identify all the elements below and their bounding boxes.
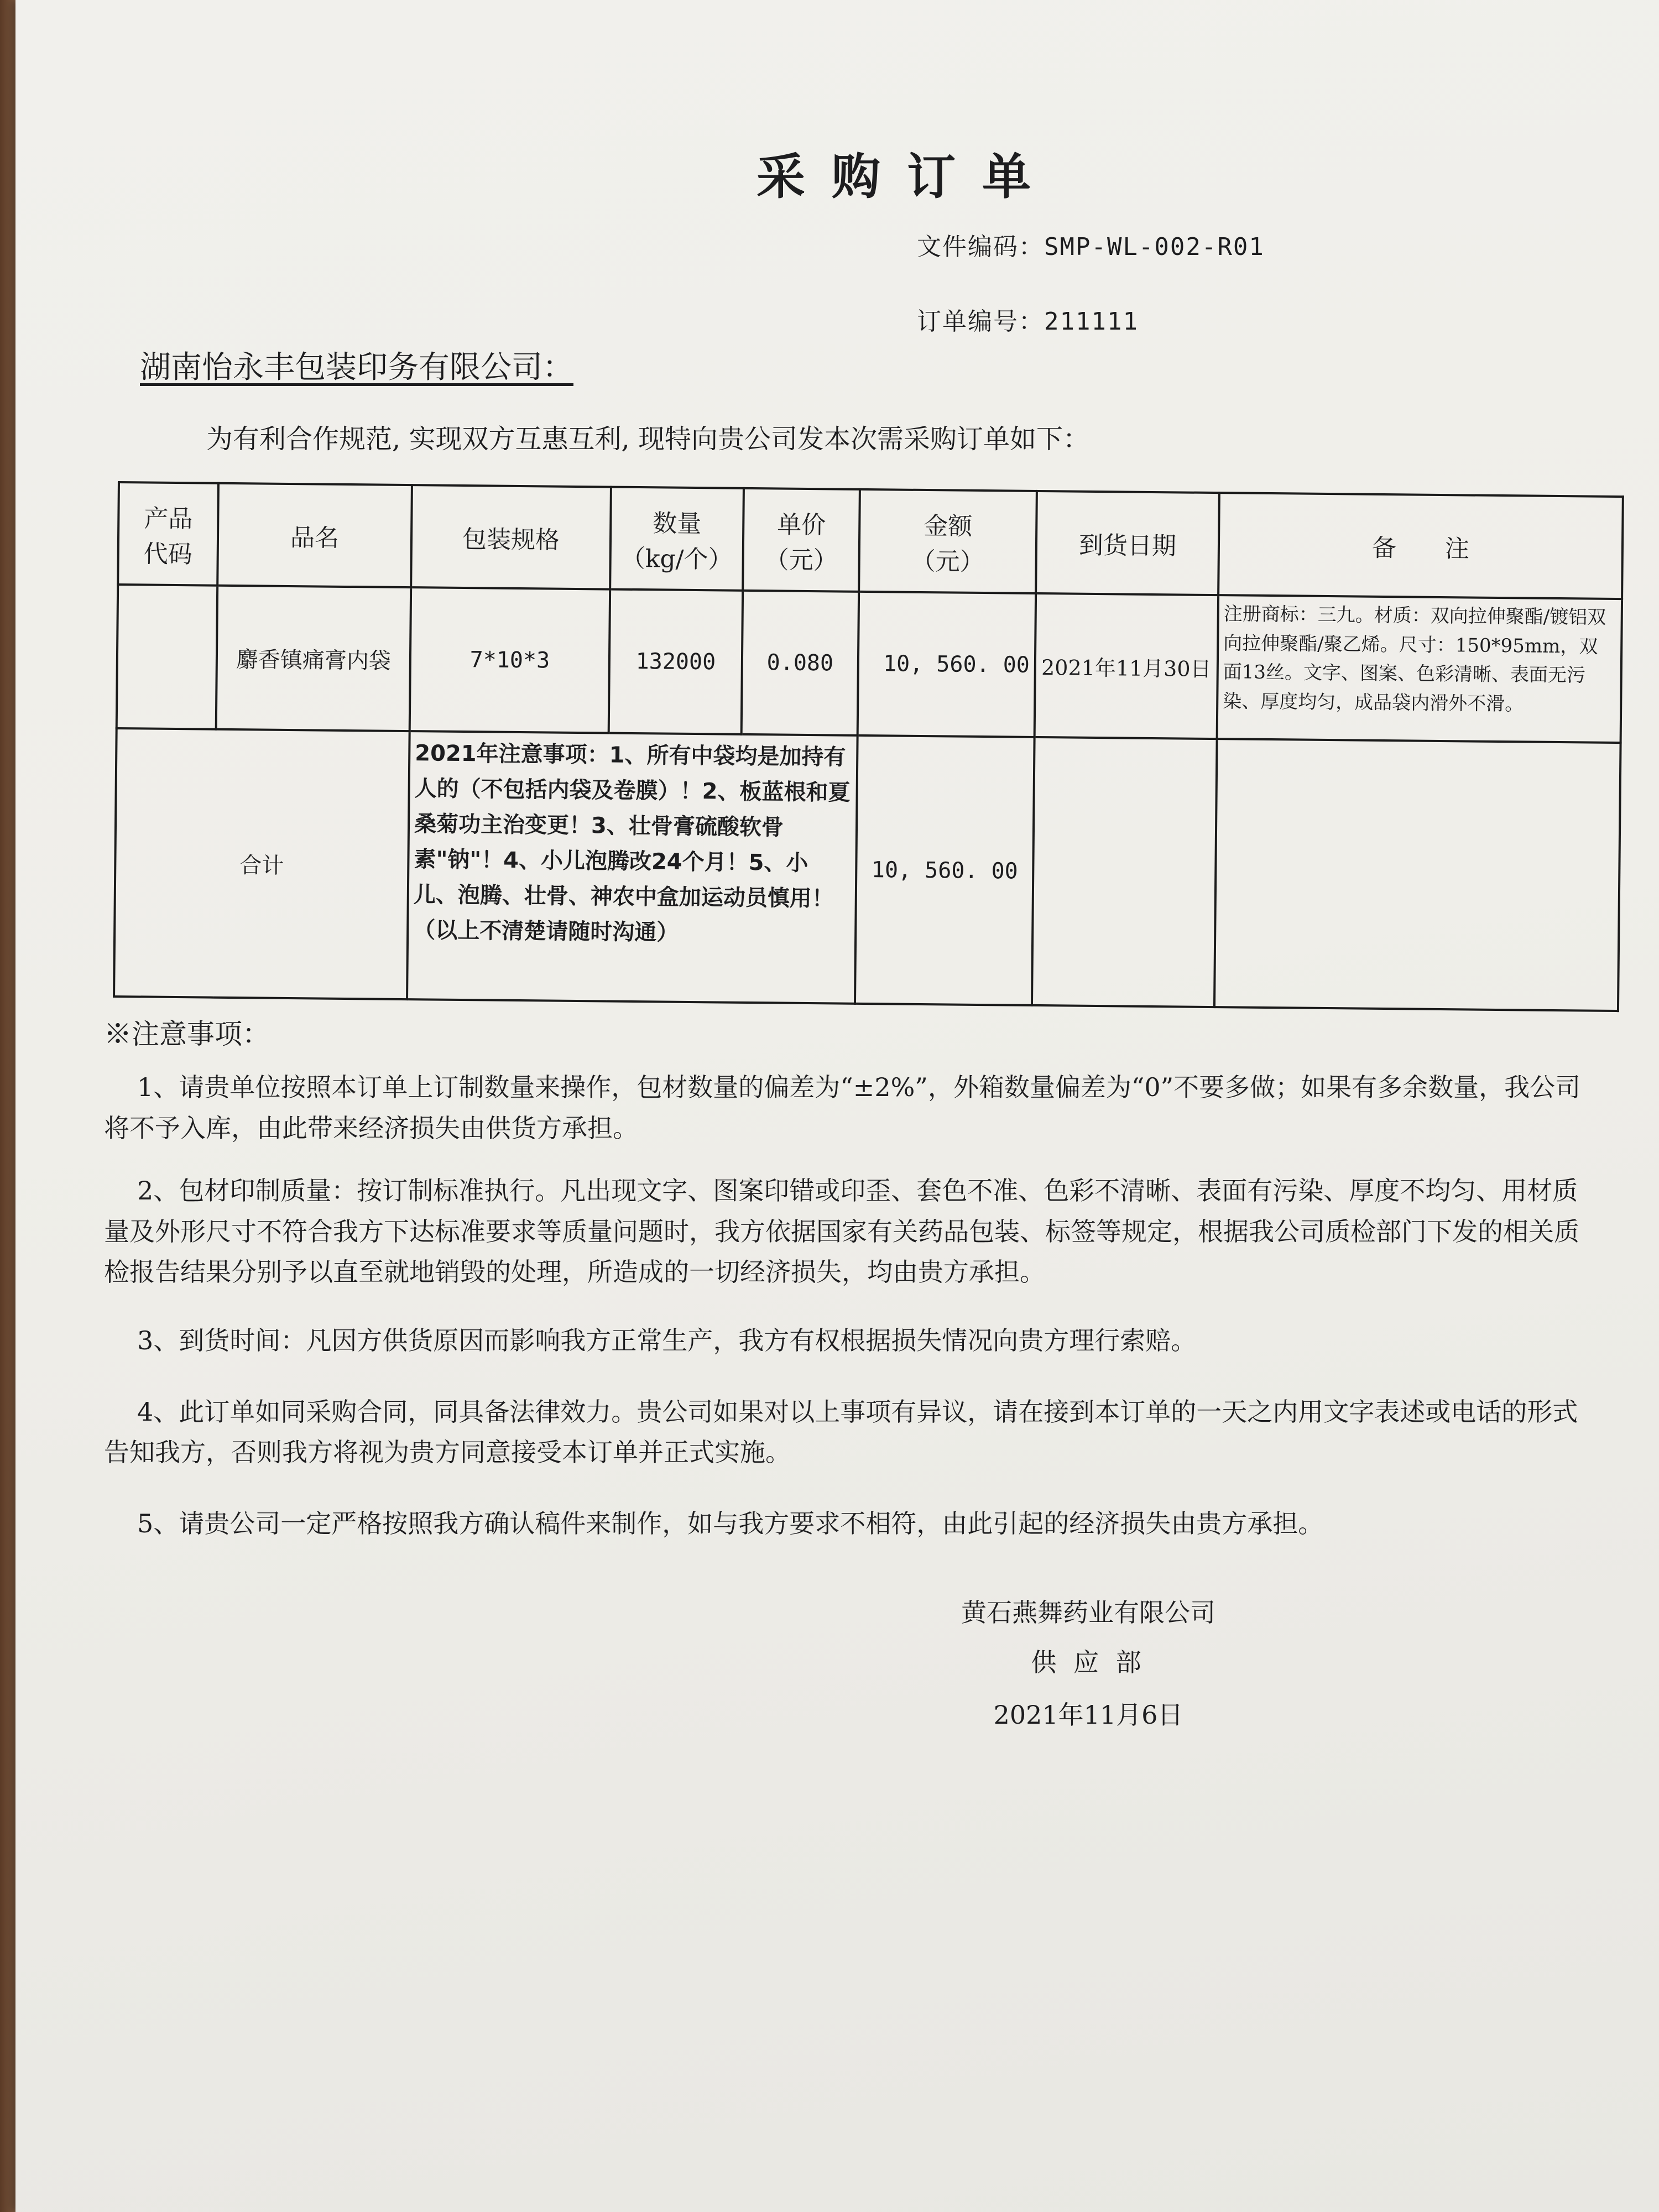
table-row [117, 585, 1622, 743]
cell-amount: 10, 560. 00 [858, 592, 1036, 737]
yearly-notice: 2021年注意事项：1、所有中袋均是加持有人的（不包括内袋及卷膜）！2、板蓝根和夏桑菊功主治变更！3、壮骨膏硫酸软骨素"钠"！4、小儿泡腾改24个月！5、小儿、泡腾、壮骨、神农中盒加运动员慎用！（以上不清楚请随时沟通） [407, 731, 858, 1004]
header-product-name: 品名 [217, 483, 412, 587]
signature-company: 黄石燕舞药业有限公司 [961, 1598, 1215, 1627]
cell-arrival-date: 2021年11月30日 [1035, 593, 1218, 739]
table-total-row [114, 728, 1621, 1011]
order-table [113, 481, 1624, 1012]
file-code-value: SMP-WL-002-R01 [1044, 233, 1265, 261]
header-amount: 金额 （元） [859, 489, 1037, 593]
notes-heading: ※注意事项： [104, 1018, 270, 1050]
purchase-order-sheet [15, 0, 1659, 2212]
note-item-5: 5、请贵公司一定严格按照我方确认稿件来制作，如与我方要求不相符，由此引起的经济损失由贵方承担。 [137, 1508, 1324, 1538]
note-item-3: 3、到货时间：凡因方供货原因而影响我方正常生产，我方有权根据损失情况向贵方理行索赔。 [137, 1325, 1197, 1355]
signature-department: 供 应 部 [1031, 1647, 1146, 1677]
order-number-value: 211111 [1044, 307, 1139, 336]
cell-package-spec: 7*10*3 [410, 587, 610, 733]
file-code [917, 227, 1265, 262]
signature-date: 2021年11月6日 [993, 1700, 1183, 1730]
table-header-row [118, 482, 1623, 599]
total-amount: 10, 560. 00 [855, 735, 1035, 1005]
page-title: 采购订单 [757, 148, 1058, 205]
note-item-2: 2、包材印制质量：按订制标准执行。凡出现文字、图案印错或印歪、套色不准、色彩不清晰、表面有污染、厚度不均匀、用材质量及外形尺寸不符合我方下达标准要求等质量问题时，我方依据国家有关药品包装、标签等规定，根据我公司质检部门下发的相关质检报告结果分别予以直至就地销毁的处理，所造成的一切经济损失，均由贵方承担。 [104, 1176, 1579, 1287]
total-empty-date [1032, 737, 1217, 1007]
header-arrival-date: 到货日期 [1036, 491, 1219, 595]
header-quantity: 数量 （kg/个） [610, 487, 744, 591]
intro-text: 为有利合作规范, 实现双方互惠互利, 现特向贵公司发本次需采购订单如下： [206, 424, 1090, 455]
note-item-4: 4、此订单如同采购合同，同具备法律效力。贵公司如果对以上事项有异议，请在接到本订单的一天之内用文字表述或电话的形式告知我方，否则我方将视为贵方同意接受本订单并正式实施。 [104, 1396, 1578, 1468]
cell-product-name: 麝香镇痛膏内袋 [216, 586, 411, 731]
cell-remarks: 注册商标：三九。材质：双向拉伸聚酯/镀铝双向拉伸聚酯/聚乙烯。尺寸：150*95mm，双面13丝。文字、图案、色彩清晰、表面无污染、厚度均匀，成品袋内滑外不滑。 [1217, 595, 1622, 743]
file-code-label: 文件编码： [917, 233, 1044, 261]
addressee: 湖南怡永丰包装印务有限公司： [140, 349, 573, 385]
cell-quantity: 132000 [609, 589, 743, 734]
cell-product-code [117, 585, 217, 729]
note-item-1: 1、请贵单位按照本订单上订制数量来操作，包材数量的偏差为“±2%”，外箱数量偏差为“0”不要多做；如果有多余数量，我公司将不予入库，由此带来经济损失由供货方承担。 [104, 1072, 1581, 1143]
order-number-label: 订单编号： [917, 307, 1044, 336]
header-unit-price: 单价 （元） [743, 488, 860, 592]
header-remarks: 备 注 [1218, 493, 1623, 599]
total-empty-remarks [1214, 739, 1621, 1011]
total-label: 合计 [114, 728, 410, 999]
header-product-code: 产品 代码 [118, 482, 218, 586]
order-number [917, 301, 1139, 337]
cell-unit-price: 0.080 [742, 591, 859, 735]
header-package-spec: 包装规格 [411, 485, 611, 589]
notes-section [104, 1012, 1597, 1544]
